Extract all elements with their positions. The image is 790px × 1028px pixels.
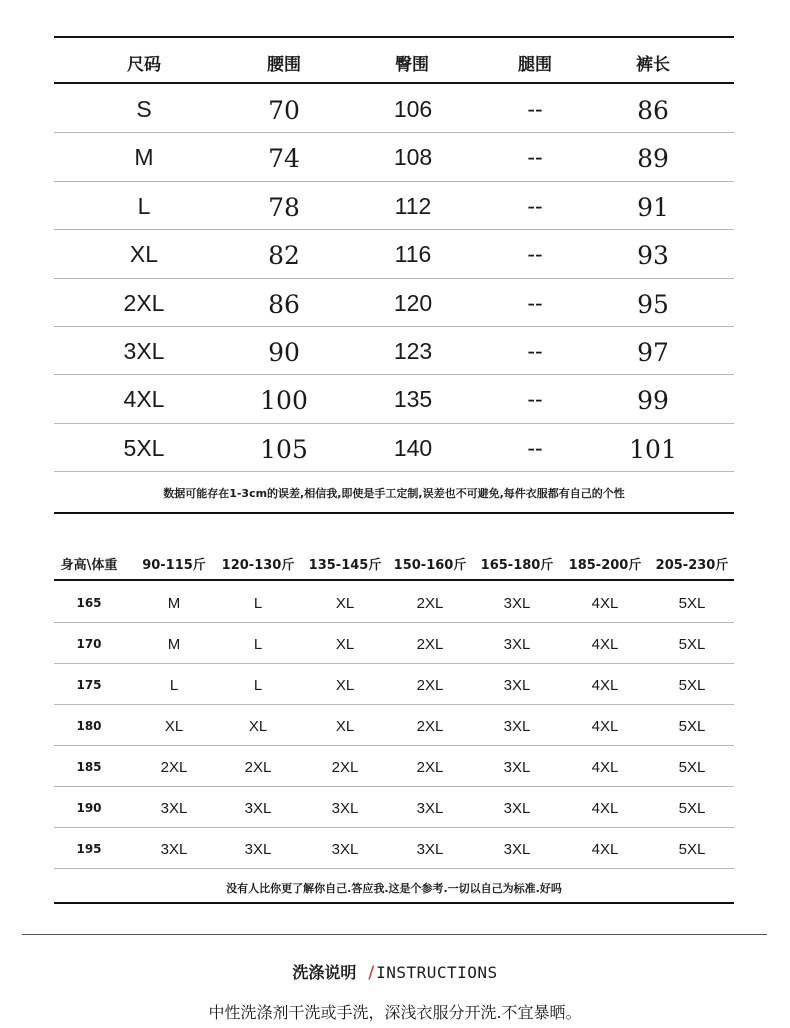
cell-size: 2XL — [244, 759, 272, 776]
col-header-height-weight: 身高\体重 — [60, 558, 118, 573]
cell-hip: 108 — [393, 144, 433, 171]
cell-size: L — [253, 636, 263, 653]
col-header-w150-160: 150-160斤 — [393, 558, 467, 573]
cell-size: L — [137, 192, 151, 219]
cell-size: 3XL — [244, 841, 272, 858]
cell-size: 5XL — [678, 759, 706, 776]
cell-leg: -- — [527, 96, 543, 122]
cell-length: 95 — [637, 289, 669, 319]
cell-size: 2XL — [416, 718, 444, 735]
cell-hip: 112 — [394, 192, 432, 219]
cell-size: XL — [164, 718, 184, 735]
cell-length: 91 — [637, 192, 669, 222]
table1-bottom-rule — [54, 512, 734, 514]
row-height-label: 175 — [76, 678, 102, 692]
cell-size: XL — [335, 677, 355, 694]
cell-size: 4XL — [591, 677, 619, 694]
cell-hip: 120 — [393, 289, 433, 316]
row-height-label: 170 — [76, 637, 102, 651]
cell-waist: 82 — [268, 241, 300, 271]
cell-leg: -- — [527, 144, 543, 171]
row-divider — [54, 868, 734, 869]
row-divider — [54, 622, 734, 623]
cell-waist: 70 — [268, 96, 300, 125]
cell-size: 3XL — [244, 800, 272, 817]
cell-size: M — [167, 636, 181, 653]
cell-size: 2XL — [160, 759, 188, 776]
cell-size: 2XL — [416, 636, 444, 653]
table1-top-rule — [54, 36, 734, 38]
cell-leg: -- — [527, 434, 543, 461]
cell-length: 101 — [629, 434, 677, 464]
row-divider — [54, 181, 734, 182]
cell-waist: 90 — [268, 338, 300, 367]
cell-size: S — [136, 96, 152, 122]
wash-title-en: INSTRUCTIONS — [376, 963, 498, 982]
row-divider — [54, 786, 734, 787]
col-header-w90-115: 90-115斤 — [142, 558, 206, 573]
cell-size: XL — [335, 636, 355, 653]
cell-size: 3XL — [503, 759, 531, 776]
cell-waist: 74 — [268, 144, 300, 174]
cell-size: 5XL — [678, 636, 706, 653]
cell-size: 5XL — [678, 677, 706, 694]
table1-header-rule — [54, 82, 734, 84]
row-height-label: 190 — [76, 801, 102, 815]
cell-size: 3XL — [503, 841, 531, 858]
cell-size: 3XL — [503, 718, 531, 735]
cell-hip: 123 — [393, 338, 433, 364]
cell-size: 5XL — [678, 718, 706, 735]
cell-size: 5XL — [678, 595, 706, 612]
cell-leg: -- — [527, 338, 543, 364]
wash-title-cn: 洗涤说明 — [292, 963, 357, 982]
table1-note: 数据可能存在1-3cm的误差,相信我,即使是手工定制,误差也不可避免,每件衣服都有自己的个性 — [163, 487, 625, 500]
cell-size: 4XL — [591, 636, 619, 653]
cell-size: 4XL — [591, 595, 619, 612]
cell-hip: 116 — [394, 241, 432, 268]
cell-waist: 105 — [260, 434, 308, 464]
cell-size: XL — [129, 241, 159, 268]
cell-length: 99 — [637, 386, 669, 416]
row-divider — [54, 326, 734, 327]
cell-hip: 140 — [393, 434, 433, 461]
cell-length: 86 — [637, 96, 669, 125]
row-divider — [54, 663, 734, 664]
wash-title — [0, 960, 790, 983]
row-height-label: 185 — [76, 760, 102, 774]
row-divider — [54, 278, 734, 279]
cell-size: 3XL — [503, 800, 531, 817]
cell-size: 3XL — [503, 636, 531, 653]
col-header-w185-200: 185-200斤 — [568, 558, 642, 573]
cell-waist: 100 — [260, 386, 308, 416]
col-header-w205-230: 205-230斤 — [655, 558, 729, 573]
cell-leg: -- — [527, 386, 543, 413]
wash-text: 中性洗涤剂干洗或手洗，深浅衣服分开洗.不宜暴晒。 — [208, 1003, 582, 1022]
table2-note: 没有人比你更了解你自己.答应我.这是个参考.一切以自己为标准.好吗 — [226, 882, 562, 895]
cell-leg: -- — [527, 192, 543, 219]
wash-divider — [22, 934, 767, 935]
cell-size: XL — [335, 595, 355, 612]
cell-size: L — [253, 677, 263, 694]
cell-size: 3XL — [160, 800, 188, 817]
cell-size: 2XL — [331, 759, 359, 776]
cell-leg: -- — [527, 241, 543, 268]
cell-size: 4XL — [123, 386, 165, 413]
cell-waist: 86 — [268, 289, 300, 319]
cell-leg: -- — [527, 289, 543, 316]
cell-size: L — [169, 677, 179, 694]
cell-size: XL — [248, 718, 268, 735]
row-divider — [54, 471, 734, 472]
cell-size: 4XL — [591, 718, 619, 735]
cell-size: 4XL — [591, 759, 619, 776]
col-header-w135-145: 135-145斤 — [308, 558, 382, 573]
cell-size: 2XL — [416, 677, 444, 694]
cell-size: 4XL — [591, 841, 619, 858]
cell-size: M — [167, 595, 181, 612]
col-header-size: 尺码 — [127, 55, 161, 75]
col-header-w165-180: 165-180斤 — [480, 558, 554, 573]
cell-size: L — [253, 595, 263, 612]
table2-bottom-rule — [54, 902, 734, 904]
col-header-hip: 臀围 — [395, 55, 429, 75]
cell-hip: 106 — [393, 96, 433, 122]
cell-size: 5XL — [678, 841, 706, 858]
cell-size: XL — [335, 718, 355, 735]
row-divider — [54, 229, 734, 230]
cell-size: 3XL — [331, 841, 359, 858]
col-header-length: 裤长 — [636, 55, 670, 75]
row-divider — [54, 704, 734, 705]
row-height-label: 195 — [76, 842, 102, 856]
cell-waist: 78 — [268, 192, 300, 222]
cell-size: 2XL — [123, 289, 165, 316]
cell-size: 2XL — [416, 595, 444, 612]
cell-size: 3XL — [416, 800, 444, 817]
row-divider — [54, 132, 734, 133]
cell-length: 97 — [637, 338, 669, 367]
row-divider — [54, 423, 734, 424]
col-header-leg: 腿围 — [518, 55, 552, 75]
row-divider — [54, 827, 734, 828]
cell-size: 4XL — [591, 800, 619, 817]
cell-hip: 135 — [393, 386, 433, 413]
cell-size: M — [134, 144, 154, 171]
cell-length: 93 — [637, 241, 669, 271]
cell-size: 2XL — [416, 759, 444, 776]
cell-size: 3XL — [416, 841, 444, 858]
cell-size: 3XL — [123, 338, 165, 364]
cell-size: 3XL — [331, 800, 359, 817]
cell-size: 3XL — [503, 595, 531, 612]
cell-size: 5XL — [678, 800, 706, 817]
row-divider — [54, 745, 734, 746]
cell-size: 3XL — [503, 677, 531, 694]
col-header-waist: 腰围 — [267, 55, 301, 75]
row-height-label: 180 — [76, 719, 102, 733]
cell-length: 89 — [637, 144, 669, 174]
wash-title-slash: / — [368, 963, 375, 983]
row-divider — [54, 374, 734, 375]
cell-size: 3XL — [160, 841, 188, 858]
col-header-w120-130: 120-130斤 — [221, 558, 295, 573]
cell-size: 5XL — [123, 434, 165, 461]
row-height-label: 165 — [76, 596, 102, 610]
table2-header-rule — [54, 579, 734, 581]
